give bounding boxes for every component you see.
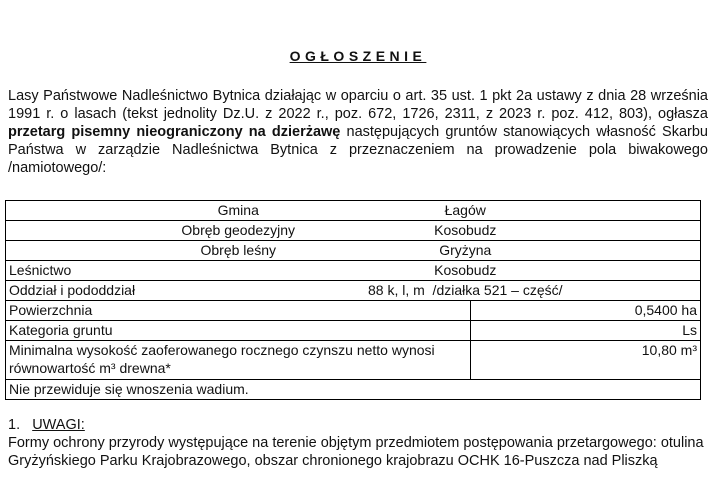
notes-text: Formy ochrony przyrody występujące na terenie objętym przedmiotem postępowania przetargowego: otulina Gryżyńskiego Parku Krajobrazowego, obszar chronionego krajobrazu OCHK 16-Puszcza nad Pliszką [8,435,704,469]
table-row [6,241,701,261]
obreb-geodezyjny-value: Kosobudz [471,221,701,241]
obreb-geodezyjny-label: Obręb geodezyjny [6,221,471,241]
table-row [6,201,701,221]
obreb-lesny-label: Obręb leśny [6,241,471,261]
table-row [6,221,701,241]
intro-paragraph [8,87,708,177]
table-row [6,341,701,380]
powierzchnia-label: Powierzchnia [6,301,471,321]
intro-bold-text: przetarg pisemny nieograniczony na dzierżawę [8,124,341,140]
gmina-label: Gmina [6,201,471,221]
czynsz-label: Minimalna wysokość zaoferowanego rocznego czynszu netto wynosi równowartość m³ drewna* [6,341,471,380]
notes-heading-line [8,416,708,434]
notes-section [8,416,708,470]
notes-heading: UWAGI: [32,417,85,433]
wadium-note: Nie przewiduje się wnoszenia wadium. [6,380,701,400]
lesnictwo-value: Kosobudz [471,261,701,281]
page-title: OGŁOSZENIE [289,48,427,64]
czynsz-value: 10,80 m³ [471,341,701,380]
intro-text-1: Lasy Państwowe Nadleśnictwo Bytnica działając w oparciu o art. 35 ust. 1 pkt 2a ustawy z dnia 28 września 1991 r. o lasach (tekst jednolity Dz.U. z 2022 r., poz. 672, 1726, 2311, z 2023 r. poz. 412, 803), ogłasza [8,88,708,122]
obreb-lesny-value: Gryżyna [471,241,701,261]
powierzchnia-value: 0,5400 ha [471,301,701,321]
gmina-value: Łagów [471,201,701,221]
oddzial-label: Oddział i pododdział [6,281,471,301]
table-row [6,301,701,321]
notes-number: 1. [8,417,21,433]
kategoria-value: Ls [471,321,701,341]
table-row [6,321,701,341]
oddzial-value: 88 k, l, m /działka 521 – część/ [471,281,701,301]
lesnictwo-label: Leśnictwo [6,261,471,281]
table-row [6,281,701,301]
table-row [6,261,701,281]
table-row [6,380,701,400]
kategoria-label: Kategoria gruntu [6,321,471,341]
intro-text-2: następujących gruntów stanowiących własność Skarbu Państwa w zarządzie Nadleśnictwa Bytnica z przeznaczeniem na prowadzenie pola biwakowego /namiotowego/: [8,124,708,176]
property-table [5,200,701,400]
